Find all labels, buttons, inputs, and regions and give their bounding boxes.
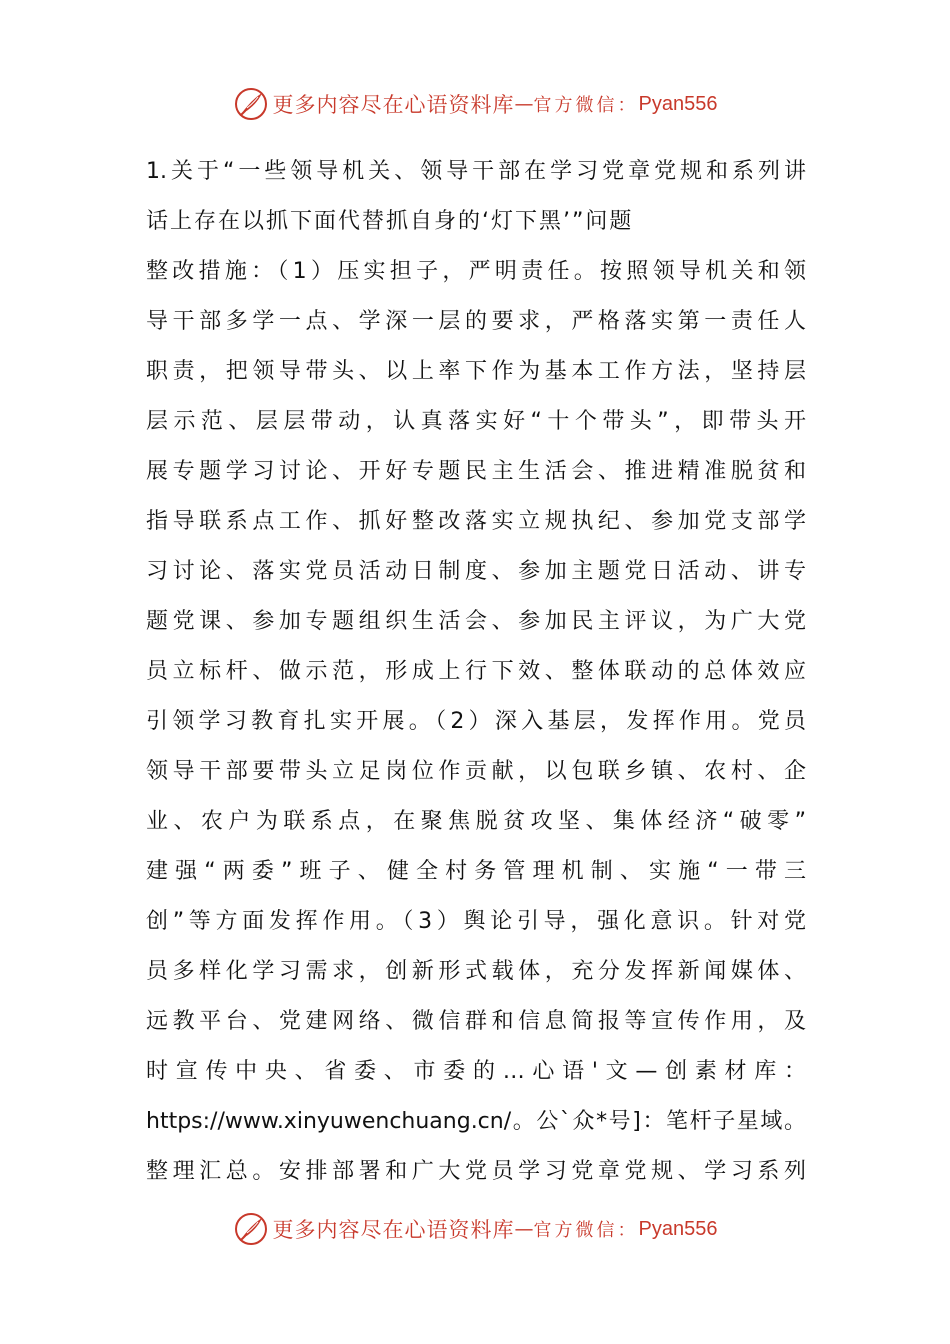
text-line: 导干部多学一点、学深一层的要求，严格落实第一责任人 bbox=[146, 309, 806, 334]
quill-pen-logo-icon bbox=[233, 86, 269, 122]
banner-official-label: 官方微信： bbox=[533, 95, 639, 116]
text-line: 建强“两委”班子、健全村务管理机制、实施“一带三 bbox=[146, 859, 806, 884]
text-line: 引领学习教育扎实开展。（2）深入基层，发挥作用。党员 bbox=[146, 709, 806, 734]
text-line: 整改措施：（1）压实担子，严明责任。按照领导机关和领 bbox=[146, 259, 806, 284]
text-line: 员立标杆、做示范，形成上行下效、整体联动的总体效应 bbox=[146, 659, 806, 684]
text-line: 职责，把领导带头、以上率下作为基本工作方法，坚持层 bbox=[146, 359, 806, 384]
text-line-url: https://www.xinyuwenchuang.cn/。公`众*号]：笔杆子星域。 bbox=[146, 1109, 806, 1134]
text-line: 创”等方面发挥作用。（3）舆论引导，强化意识。针对党 bbox=[146, 909, 806, 934]
text-line: 指导联系点工作、抓好整改落实立规执纪、参加党支部学 bbox=[146, 509, 806, 534]
text-line: 员多样化学习需求，创新形式载体，充分发挥新闻媒体、 bbox=[146, 959, 806, 984]
banner-official-label: 官方微信： bbox=[533, 1220, 639, 1241]
text-line: 远教平台、党建网络、微信群和信息简报等宣传作用，及 bbox=[146, 1009, 806, 1034]
text-line: 话上存在以抓下面代替抓自身的‘灯下黑’”问题 bbox=[146, 209, 634, 234]
text-line: 展专题学习讨论、开好专题民主生活会、推进精准脱贫和 bbox=[146, 459, 806, 484]
quill-pen-logo-icon bbox=[233, 1211, 269, 1247]
text-line: 业、农户为联系点，在聚焦脱贫攻坚、集体经济“破零” bbox=[146, 809, 806, 834]
banner-dash: — bbox=[514, 1218, 534, 1240]
banner-dash: — bbox=[514, 93, 534, 115]
text-line: 习讨论、落实党员活动日制度、参加主题党日活动、讲专 bbox=[146, 559, 806, 584]
banner-brand-text: 更多内容尽在心语资料库 bbox=[272, 93, 515, 117]
text-line: 题党课、参加专题组织生活会、参加民主评议，为广大党 bbox=[146, 609, 806, 634]
banner-brand-text: 更多内容尽在心语资料库 bbox=[272, 1218, 515, 1242]
text-line: 1.关于“一些领导机关、领导干部在学习党章党规和系列讲 bbox=[146, 159, 806, 184]
text-line: 层示范、层层带动，认真落实好“十个带头”，即带头开 bbox=[146, 409, 806, 434]
text-line: 整理汇总。安排部署和广大党员学习党章党规、学习系列 bbox=[146, 1159, 806, 1184]
header-watermark-banner bbox=[0, 82, 950, 126]
text-line: 领导干部要带头立足岗位作贡献，以包联乡镇、农村、企 bbox=[146, 759, 806, 784]
text-line: 时宣传中央、省委、市委的…心语'文—创素材库： bbox=[146, 1059, 806, 1084]
document-body bbox=[146, 147, 806, 1197]
footer-watermark-banner bbox=[0, 1207, 950, 1251]
banner-wechat-id: Pyan556 bbox=[638, 1217, 718, 1240]
banner-wechat-id: Pyan556 bbox=[638, 92, 718, 115]
